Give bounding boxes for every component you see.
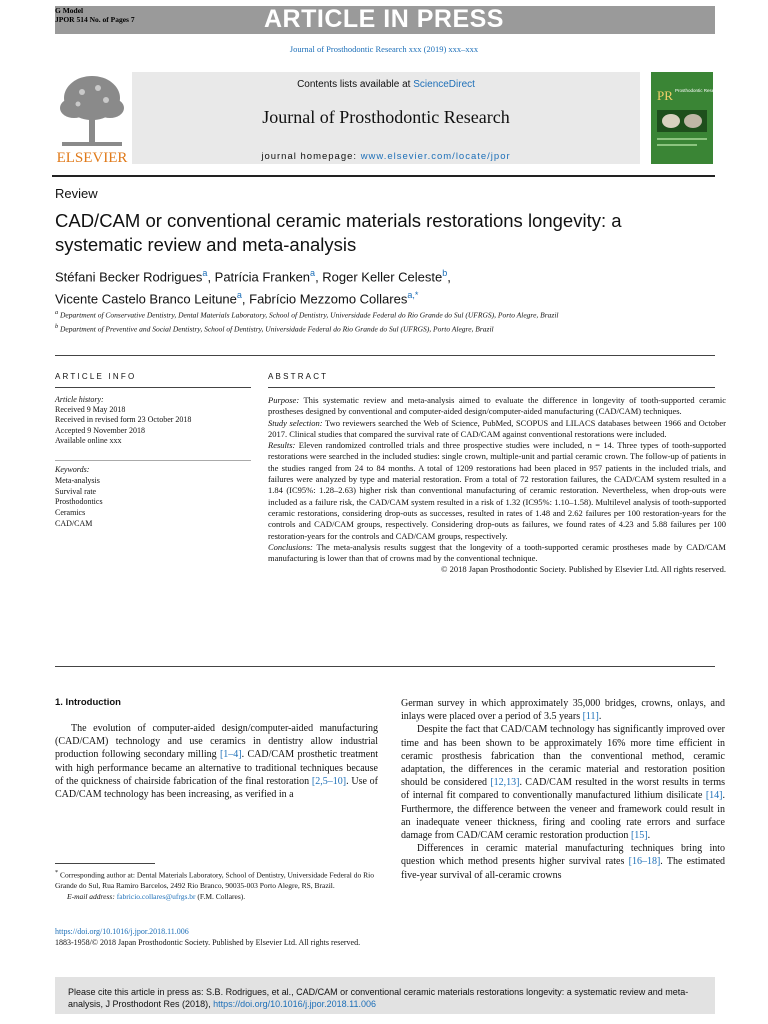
- abstract-study: [268, 418, 726, 441]
- paragraph-text: . Furthermore, the difference between the veneer and framework could result in an inadequate veneer thickness, firing and cooling rate errors and surface damage from CAD/CAM ceramic restoration production: [401, 790, 725, 842]
- affiliation-b-text: Department of Preventive and Social Dentistry, School of Dentistry, Universidade Federal do Rio Grande do Sul (UFRGS), Porto Alegre, Brazil: [60, 324, 494, 333]
- author-name: , Patrícia Franken: [207, 269, 311, 285]
- elsevier-logo: [52, 72, 132, 164]
- contents-prefix: Contents lists available at: [297, 79, 414, 90]
- keywords-rule: [55, 460, 251, 461]
- author-name: Stéfani Becker Rodrigues: [55, 269, 203, 285]
- author-name: , Roger Keller Celeste: [315, 269, 443, 285]
- footnote-rule: [55, 863, 155, 864]
- paragraph: [55, 722, 378, 801]
- paragraph-text: The evolution of computer-aided design/computer-aided manufacturing (CAD/CAM) technology and use ceramics in dentistry allow industrial production following secondary milling: [55, 723, 378, 761]
- citation-link[interactable]: [1–4]: [219, 749, 242, 761]
- cite-body: Please cite this article in press as: S.B. Rodrigues, et al., CAD/CAM or conventional ceramic materials restorations longevity: a systematic review and meta-analysis, J Prosthodont Res (2018),: [68, 987, 689, 1009]
- paragraph-text: . CAD/CAM resulted in the worst results in terms of internal fit compared to conventionally manufactured lithium disilicate: [401, 777, 725, 802]
- keyword: CAD/CAM: [55, 518, 93, 528]
- affil-marker[interactable]: b: [442, 268, 448, 278]
- affil-marker[interactable]: a: [236, 290, 242, 301]
- issn-line: 1883-1958/© 2018 Japan Prosthodontic Society. Published by Elsevier Ltd. All rights reserved.: [55, 938, 361, 947]
- study-label: Study selection:: [268, 417, 323, 428]
- footnote-email: [55, 892, 385, 903]
- doi-link[interactable]: https://doi.org/10.1016/j.jpor.2018.11.006: [55, 927, 189, 936]
- homepage-prefix: journal homepage:: [261, 151, 361, 162]
- citation-link[interactable]: [11]: [582, 711, 599, 723]
- cover-title: Prosthodontic Research: [675, 88, 724, 93]
- svg-text:PR: PR: [657, 88, 673, 103]
- keywords-label: Keywords:: [55, 465, 90, 474]
- elsevier-wordmark: ELSEVIER: [56, 150, 128, 166]
- article-history: [55, 395, 255, 446]
- email-link[interactable]: fabricio.collares@ufrgs.br: [116, 892, 196, 902]
- keyword: Prosthodontics: [55, 497, 103, 507]
- citation-link[interactable]: [2,5–10]: [311, 775, 347, 787]
- citation-link[interactable]: [16–18]: [628, 856, 661, 868]
- footnote-text: Corresponding author at: Dental Materials Laboratory, School of Dentistry, Universidade Federal do Rio Grande do Sul, Rua Ramiro Barcelos, 2492 Rio Branco, 90035-003 Porto Alegre, RS, Brazil.: [55, 870, 374, 891]
- paragraph: German survey in which approximately 35,000 bridges, crowns, onlays, and inlays were placed over a period of 3.5 years [11].: [401, 698, 725, 723]
- accepted-date: Accepted 9 November 2018: [55, 425, 145, 435]
- conclusions-text: The meta-analysis results suggest that the longevity of a tooth-supported ceramic prostheses made by CAD/CAM manufacturing is lower than that of crowns mad by the conventional technique.: [268, 541, 726, 564]
- journal-cover-image: [651, 72, 724, 164]
- gmodel-text: G Model: [55, 6, 84, 15]
- abstract-label: ABSTRACT: [268, 372, 329, 381]
- study-text: Two reviewers searched the Web of Science, PubMed, SCOPUS and LILACS databases between 1966 and October 2017. Clinical studies that compared the survival rate of CAD/CAM against conventional restorations were included.: [268, 417, 726, 439]
- sciencedirect-link[interactable]: ScienceDirect: [413, 79, 475, 90]
- email-label: E-mail address:: [67, 892, 117, 902]
- masthead-rule: [52, 175, 715, 177]
- affil-marker[interactable]: a: [310, 268, 316, 278]
- keyword: Meta-analysis: [55, 475, 100, 485]
- paragraph-text: Despite the fact that CAD/CAM technology has significantly improved over time and has been shown to be approximately 16% more time efficient in ceramic prosthesis fabrication than the conventional method, ceramic adaptation, the differences in the ceramic material and restoration position should be considered: [401, 724, 725, 789]
- results-label: Results:: [268, 440, 296, 451]
- author-name: Vicente Castelo Branco Leitune: [55, 291, 237, 307]
- footnote-address: * Corresponding author at: Dental Materials Laboratory, School of Dentistry, Universidade Federal do Rio Grande do Sul, Rua Ramiro Barcelos, 2492 Rio Branco, 90035-003 Porto Alegre, RS, Brazil.: [55, 869, 374, 891]
- purpose-text: This systematic review and meta-analysis aimed to evaluate the difference in longevity of tooth-supported ceramic prostheses designed by conventional and computer-aided design/computer-aided manufacturing (CAD/CAM) techniques.: [268, 395, 726, 417]
- body-column-right: [401, 697, 725, 882]
- article-info-label: ARTICLE INFO: [55, 372, 137, 381]
- info-rule: [55, 387, 251, 388]
- cite-text: [68, 986, 708, 1010]
- keyword: Ceramics: [55, 508, 86, 518]
- cite-doi-link[interactable]: https://doi.org/10.1016/j.jpor.2018.11.006: [213, 999, 377, 1009]
- copyright-notice: © 2018 Japan Prosthodontic Society. Published by Elsevier Ltd. All rights reserved.: [441, 564, 726, 575]
- article-title: CAD/CAM or conventional ceramic materials restorations longevity: a systematic review and meta-analysis: [55, 210, 622, 255]
- body-column-left: [55, 722, 378, 801]
- keywords: [55, 465, 255, 530]
- section-heading: 1. Introduction: [55, 697, 121, 708]
- affiliation-a: $^a$ Department of Conservative Dentistry, Dental Materials Laboratory, School of Dentistry, Universidade Federal do Rio Grande do Sul (UFRGS), Porto Alegre, Brazil: [55, 309, 559, 320]
- affiliation-a-text: Department of Conservative Dentistry, Dental Materials Laboratory, School of Dentistry, Universidade Federal do Rio Grande do Sul (UFRGS), Porto Alegre, Brazil: [60, 310, 559, 320]
- online-date: Available online xxx: [55, 435, 122, 445]
- homepage-link[interactable]: www.elsevier.com/locate/jpor: [360, 151, 511, 162]
- keyword: Survival rate: [55, 486, 97, 496]
- journal-title: Journal of Prosthodontic Research: [262, 107, 510, 127]
- citation-link[interactable]: [14]: [705, 790, 723, 802]
- abstract-rule: [268, 387, 715, 388]
- paragraph-text: . CAD/CAM prosthetic treatment with high performance became an alternative to traditional techniques because of the quickness of chairside fabrication of the final restoration: [55, 749, 378, 787]
- citation-link[interactable]: [15]: [630, 830, 648, 842]
- abstract-body: [268, 395, 726, 576]
- paragraph-text: German survey in which approximately 35,000 bridges, crowns, onlays, and inlays were placed over a period of 3.5 years: [401, 698, 725, 723]
- paragraph-text: . Use of CAD/CAM technology has been increasing, as verified in a: [55, 775, 378, 801]
- revised-date: Received in revised form 23 October 2018: [55, 415, 192, 425]
- abstract-conclusions: [268, 542, 726, 565]
- article-in-press-title: ARTICLE IN PRESS: [264, 5, 504, 33]
- paragraph-text: . The estimated five-year survival of all-ceramic crowns: [401, 856, 726, 881]
- header-rule: [55, 355, 715, 356]
- journal-citation-line[interactable]: Journal of Prosthodontic Research xxx (2019) xxx–xxx: [289, 44, 479, 54]
- contents-line: [132, 79, 640, 90]
- affil-marker[interactable]: a: [202, 268, 208, 278]
- affiliation-b: $^b$ Department of Preventive and Social Dentistry, School of Dentistry, Universidade Federal do Rio Grande do Sul (UFRGS), Porto Alegre, Brazil: [55, 322, 494, 333]
- homepage-line: [132, 151, 640, 162]
- paragraph: [401, 842, 725, 882]
- email-suffix: (F.M. Collares).: [195, 892, 246, 902]
- manuscript-ref: JPOR 514 No. of Pages 7: [55, 14, 135, 24]
- corresponding-author-footnote: [55, 868, 385, 903]
- affil-marker[interactable]: a,*: [407, 290, 419, 301]
- conclusions-label: Conclusions:: [268, 541, 313, 552]
- author-name: , Fabrício Mezzomo Collares: [241, 291, 408, 307]
- article-type: Review: [55, 186, 98, 201]
- citation-link[interactable]: [12,13]: [490, 777, 520, 789]
- affiliations: [55, 307, 655, 334]
- purpose-label: Purpose:: [268, 395, 300, 405]
- paragraph: Despite the fact that CAD/CAM technology has significantly improved over time and has been shown to be approximately 16% more time efficient in ceramic prosthesis fabrication than the conventional method, ceramic adaptation, the differences in the ceramic material and restoration position should be considered [12,13]. CAD/CAM resulted in the worst results in terms of internal fit compared to conventionally manufactured lithium disilicate [14]. Furthermore, the difference between the veneer and framework could result in an inadequate veneer thickness, firing and cooling rate errors and surface damage from CAD/CAM ceramic restoration production [15].: [401, 724, 725, 842]
- results-text: Eleven randomized controlled trials and three prospective studies were included, n = 14. Three types of tooth-supported restorations were searched in the included studies: single crown, multiple-unit and partial ceramic crown. The follow-up of patients in the studies ranged from 24 to 84 months. A total of 1209 restorations had been placed in 957 patients in the included trials, and failures were analyzed by type and material restoration. From a total of 72 restoration failures, the CAD/CAM system resulted in a 1.84 (IC95%: 1.28–2.63) higher risk than conventional manufacturing of ceramic restoration. Nevertheless, when drop-outs were included as a failure risk, the CAD/CAM system resulted in a risk of 1.32 (IC95%: 1.10–1.58). Multilevel analysis of tooth-supported ceramic restorations, considering drop-outs as successes, resulted in rates of 1.48 and 2.62 failures per 100 restoration-years for the controls and CAD/CAM groups, respectively. Considering drop-outs as failures, we found rates of 4.23 and 5.88 failures per 100 restoration-years for the controls and CAD/CAM groups, respectively.: [268, 440, 726, 541]
- abstract-results: [268, 440, 726, 542]
- abstract-purpose: [268, 395, 726, 418]
- abstract-end-rule: [55, 666, 715, 667]
- author-list: Stéfani Becker Rodrigues$^a$, Patrícia Franken$^a$, Roger Keller Celeste$^b$, Vicente Castelo Branco Leitune$^a$, Fabrício Mezzomo Collares$^{a,*}$: [55, 268, 451, 307]
- history-label: Article history:: [55, 395, 104, 404]
- paragraph-text: Differences in ceramic material manufacturing techniques bring into question which method presents higher survival rates: [401, 843, 725, 868]
- received-date: Received 9 May 2018: [55, 405, 126, 415]
